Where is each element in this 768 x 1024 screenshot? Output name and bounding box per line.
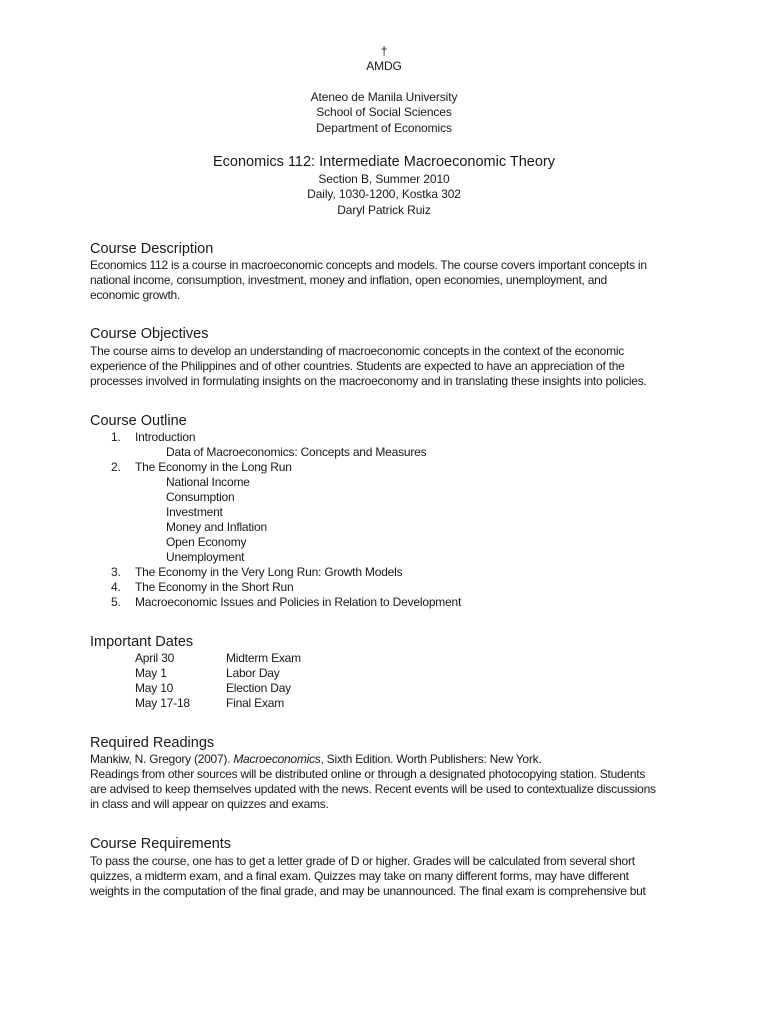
text-line: experience of the Philippines and of other countries. Students are expected to have an appreciation of the	[90, 359, 625, 373]
outline-item-label: The Economy in the Very Long Run: Growth Models	[135, 565, 403, 579]
event-cell: Final Exam	[226, 696, 285, 710]
outline-item-number: 2.	[111, 460, 121, 474]
course-outline-heading: Course Outline	[90, 413, 187, 429]
text-line: The course aims to develop an understanding of macroeconomic concepts in the context of the economic	[90, 344, 624, 358]
cross-symbol: †	[380, 44, 388, 58]
course-requirements-heading: Course Requirements	[90, 836, 232, 852]
course-description-heading: Course Description	[90, 241, 214, 257]
school-name: School of Social Sciences	[316, 105, 452, 119]
textbook-details: , Sixth Edition. Worth Publishers: New York.	[320, 752, 542, 766]
course-title: Economics 112: Intermediate Macroeconomic Theory	[213, 154, 555, 170]
text-line: are advised to keep themselves updated with the news. Recent events will be used to contextualize discussions	[90, 782, 656, 796]
text-line: Economics 112 is a course in macroeconomic concepts and models. The course covers important concepts in	[90, 258, 647, 272]
text-line: processes involved in formulating insights on the macroeconomy and in translating these insights into policies.	[90, 374, 647, 388]
text-line: weights in the computation of the final grade, and may be unannounced. The final exam is comprehensive but	[90, 884, 646, 898]
course-objectives-text	[90, 344, 680, 389]
course-description-text	[90, 258, 680, 303]
instructor-name: Daryl Patrick Ruiz	[337, 203, 431, 217]
event-cell: Labor Day	[226, 666, 280, 680]
outline-subitem-label: Money and Inflation	[166, 520, 267, 534]
date-cell: May 1	[135, 666, 167, 680]
required-readings-heading: Required Readings	[90, 735, 215, 751]
event-cell: Election Day	[226, 681, 291, 695]
outline-item-label: The Economy in the Short Run	[135, 580, 294, 594]
department-name: Department of Economics	[316, 121, 452, 135]
outline-item-label: Introduction	[135, 430, 196, 444]
textbook-reference	[90, 752, 680, 767]
text-line: economic growth.	[90, 288, 181, 302]
outline-item-number: 3.	[111, 565, 121, 579]
outline-subitem-label: Consumption	[166, 490, 235, 504]
outline-item-label: Macroeconomic Issues and Policies in Relation to Development	[135, 595, 462, 609]
outline-item-label: The Economy in the Long Run	[135, 460, 292, 474]
text-line: To pass the course, one has to get a letter grade of D or higher. Grades will be calculated from several short	[90, 854, 635, 868]
outline-item-number: 4.	[111, 580, 121, 594]
text-line: in class and will appear on quizzes and exams.	[90, 797, 329, 811]
outline-subitem-label: Data of Macroeconomics: Concepts and Measures	[166, 445, 427, 459]
text-line: quizzes, a midterm exam, and a final exam. Quizzes may take on many different forms, may have different	[90, 869, 629, 883]
university-name: Ateneo de Manila University	[310, 90, 458, 104]
section-line: Section B, Summer 2010	[318, 172, 450, 186]
schedule-line: Daily, 1030-1200, Kostka 302	[307, 187, 461, 201]
date-cell: May 17-18	[135, 696, 190, 710]
amdg-line: AMDG	[366, 59, 402, 73]
course-objectives-heading: Course Objectives	[90, 326, 209, 342]
outline-subitem-label: Unemployment	[166, 550, 245, 564]
date-cell: April 30	[135, 651, 175, 665]
text-line: national income, consumption, investment, money and inflation, open economies, unemployment, and	[90, 273, 607, 287]
date-cell: May 10	[135, 681, 174, 695]
text-line: Readings from other sources will be distributed online or through a designated photocopying station. Students	[90, 767, 646, 781]
textbook-author: Mankiw, N. Gregory (2007).	[90, 752, 234, 766]
outline-subitem-label: Investment	[166, 505, 223, 519]
outline-item-number: 5.	[111, 595, 121, 609]
important-dates-heading: Important Dates	[90, 634, 194, 650]
outline-subitem-label: Open Economy	[166, 535, 247, 549]
event-cell: Midterm Exam	[226, 651, 301, 665]
textbook-title: Macroeconomics	[233, 752, 321, 766]
outline-item-number: 1.	[111, 430, 121, 444]
course-requirements-text	[90, 854, 680, 899]
required-readings-text	[90, 752, 680, 812]
outline-subitem-label: National Income	[166, 475, 250, 489]
